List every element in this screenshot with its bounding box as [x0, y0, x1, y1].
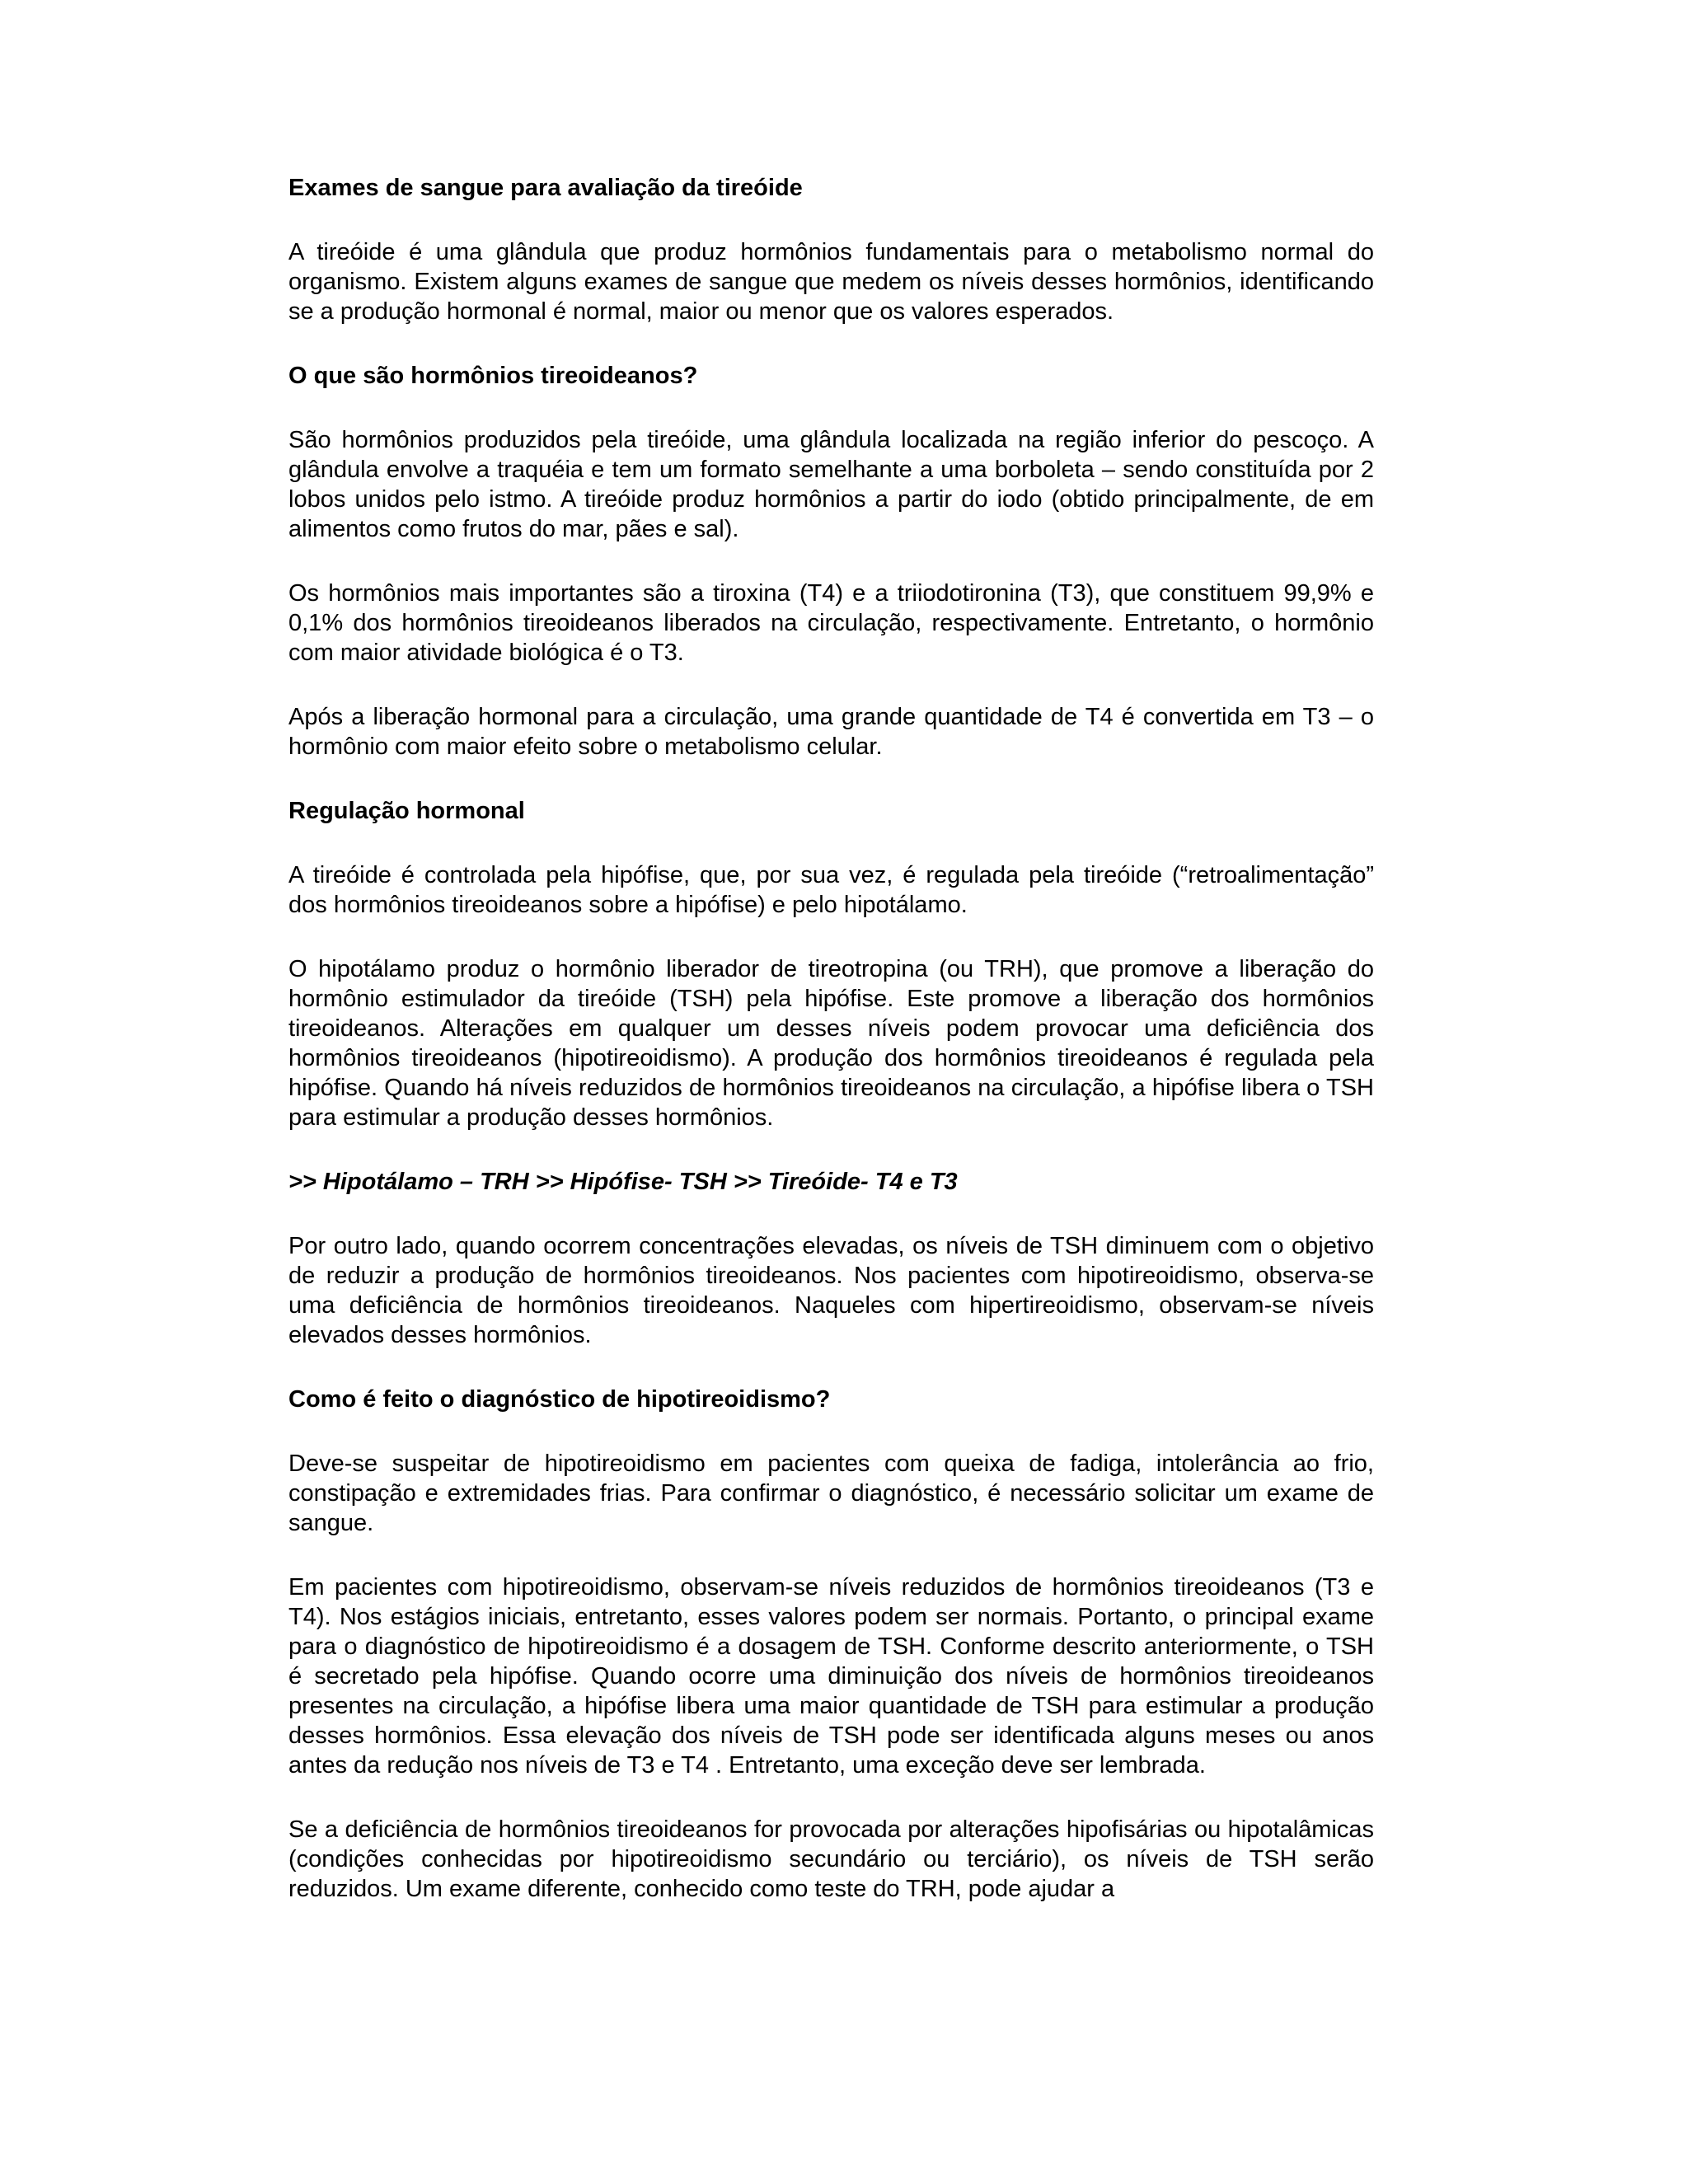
section-heading-regulation: Regulação hormonal: [288, 798, 525, 824]
spacer: [288, 762, 1374, 796]
spacer: [288, 1132, 1374, 1167]
spacer: [288, 203, 1374, 237]
section-heading-hormones: O que são hormônios tireoideanos?: [288, 363, 698, 389]
intro-paragraph: A tireóide é uma glândula que produz hormônios fundamentais para o metabolismo normal do organismo. Existem alguns exames de sangue que medem os níveis desses hormônios, identificando se a produção hormonal é normal, maior ou menor que os valores esperados.: [288, 239, 1374, 325]
paragraph: A tireóide é controlada pela hipófise, que, por sua vez, é regulada pela tireóide (“retroalimentação” dos hormônios tireoideanos sobre a hipófise) e pelo hipotálamo.: [288, 862, 1374, 918]
spacer: [288, 1414, 1374, 1449]
spacer: [288, 920, 1374, 954]
document-page: [288, 173, 1374, 1904]
spacer: [288, 544, 1374, 579]
paragraph: Em pacientes com hipotireoidismo, observam-se níveis reduzidos de hormônios tireoideanos (T3 e T4). Nos estágios iniciais, entretanto, esses valores podem ser normais. Portanto, o principal exame para o diagnóstico de hipotireoidismo é a dosagem de TSH. Conforme descrito anteriormente, o TSH é secretado pela hipófise. Quando ocorre uma diminuição dos níveis de hormônios tireoideanos presentes na circulação, a hipófise libera uma maior quantidade de TSH para estimular a produção desses hormônios. Essa elevação dos níveis de TSH pode ser identificada alguns meses ou anos antes da redução nos níveis de T3 e T4 . Entretanto, uma exceção deve ser lembrada.: [288, 1574, 1374, 1779]
spacer: [288, 326, 1374, 361]
spacer: [288, 1350, 1374, 1385]
spacer: [288, 391, 1374, 425]
paragraph: Deve-se suspeitar de hipotireoidismo em pacientes com queixa de fadiga, intolerância ao frio, constipação e extremidades frias. Para confirmar o diagnóstico, é necessário solicitar um exame de sangue.: [288, 1451, 1374, 1536]
hormone-flow-line: >> Hipotálamo – TRH >> Hipófise- TSH >> Tireóide- T4 e T3: [288, 1169, 958, 1195]
paragraph: Após a liberação hormonal para a circulação, uma grande quantidade de T4 é convertida em T3 – o hormônio com maior efeito sobre o metabolismo celular.: [288, 704, 1374, 760]
paragraph: Os hormônios mais importantes são a tiroxina (T4) e a triiodotironina (T3), que constituem 99,9% e 0,1% dos hormônios tireoideanos liberados na circulação, respectivamente. Entretanto, o hormônio com maior atividade biológica é o T3.: [288, 580, 1374, 666]
spacer: [288, 1197, 1374, 1231]
spacer: [288, 668, 1374, 702]
paragraph: Por outro lado, quando ocorrem concentrações elevadas, os níveis de TSH diminuem com o objetivo de reduzir a produção de hormônios tireoideanos. Nos pacientes com hipotireoidismo, observa-se uma deficiência de hormônios tireoideanos. Naqueles com hipertireoidismo, observam-se níveis elevados desses hormônios.: [288, 1233, 1374, 1348]
paragraph: São hormônios produzidos pela tireóide, uma glândula localizada na região inferior do pescoço. A glândula envolve a traquéia e tem um formato semelhante a uma borboleta – sendo constituída por 2 lobos unidos pelo istmo. A tireóide produz hormônios a partir do iodo (obtido principalmente, de em alimentos como frutos do mar, pães e sal).: [288, 427, 1374, 542]
spacer: [288, 1538, 1374, 1572]
paragraph: O hipotálamo produz o hormônio liberador de tireotropina (ou TRH), que promove a liberação do hormônio estimulador da tireóide (TSH) pela hipófise. Este promove a liberação dos hormônios tireoideanos. Alterações em qualquer um desses níveis podem provocar uma deficiência dos hormônios tireoideanos (hipotireoidismo). A produção dos hormônios tireoideanos é regulada pela hipófise. Quando há níveis reduzidos de hormônios tireoideanos na circulação, a hipófise libera o TSH para estimular a produção desses hormônios.: [288, 956, 1374, 1131]
spacer: [288, 826, 1374, 860]
spacer: [288, 1780, 1374, 1815]
document-title: Exames de sangue para avaliação da tireóide: [288, 175, 803, 201]
section-heading-diagnosis: Como é feito o diagnóstico de hipotireoidismo?: [288, 1386, 831, 1413]
paragraph: Se a deficiência de hormônios tireoideanos for provocada por alterações hipofisárias ou hipotalâmicas (condições conhecidas por hipotireoidismo secundário ou terciário), os níveis de TSH serão reduzidos. Um exame diferente, conhecido como teste do TRH, pode ajudar a: [288, 1816, 1374, 1902]
